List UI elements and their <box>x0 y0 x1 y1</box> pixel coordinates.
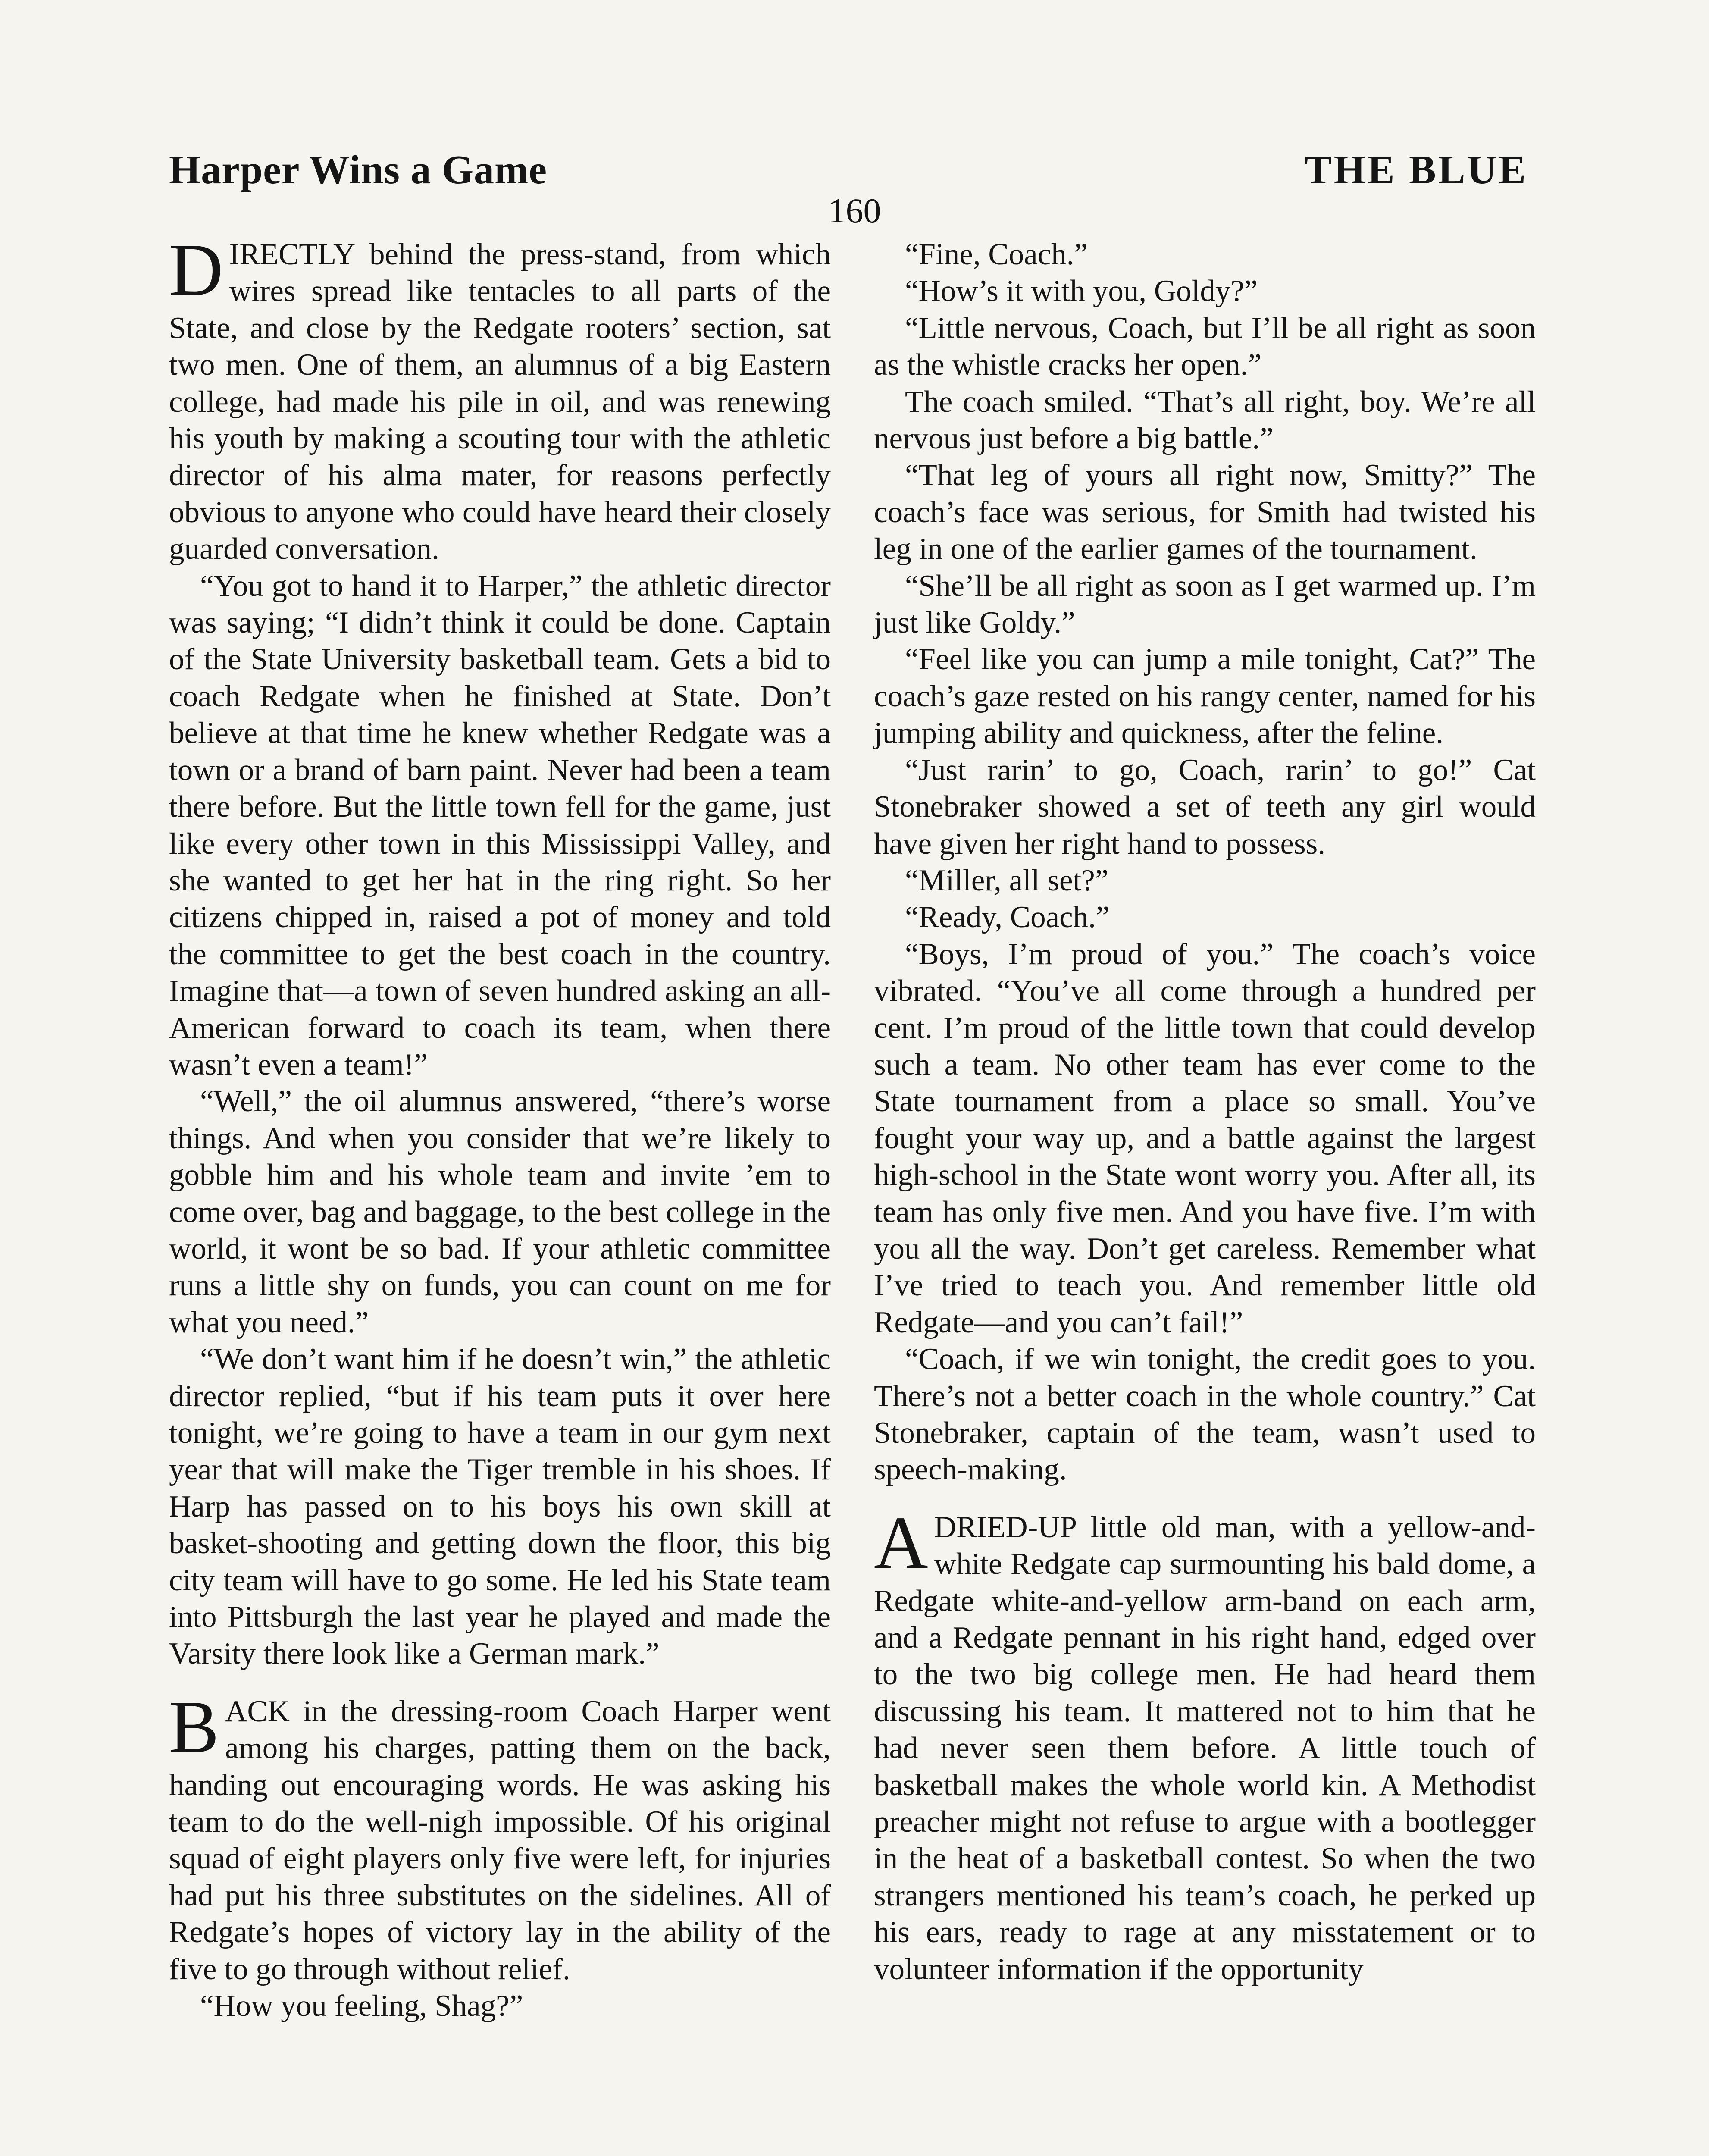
paragraph <box>169 1988 831 2024</box>
paragraph <box>169 1685 831 1988</box>
paragraph-text: “Coach, if we win tonight, the credit goes to you. There’s not a better coach in the whole country.” Cat Stonebraker, captain of the team, wasn’t used to speech-making. <box>874 1342 1536 1487</box>
paragraph-text: “Well,” the oil alumnus answered, “there’s worse things. And when you consider that we’re likely to gobble him and his whole team and invite ’em to come over, bag and baggage, to the best college in the world, it wont be so bad. If your athletic committee runs a little shy on funds, you can count on me for what you need.” <box>169 1084 831 1339</box>
paragraph <box>874 862 1536 899</box>
paragraph <box>874 457 1536 567</box>
paragraph <box>169 568 831 1084</box>
paragraph <box>169 1341 831 1673</box>
paragraph-text: The coach smiled. “That’s all right, boy. We’re all nervous just before a big battle.” <box>874 385 1536 456</box>
paragraph-text: ACK in the dressing-room Coach Harper went among his charges, patting them on the back, handing out encouraging words. He was asking his team to do the well-nigh impossible. Of his original squad of eight players only five were left, for injuries had put his three substitutes on the sidelines. All of Redgate’s hopes of victory lay in the ability of the five to go through without relief. <box>169 1694 831 1986</box>
paragraph-text: “We don’t want him if he doesn’t win,” the athletic director replied, “but if his team puts it over here tonight, we’re going to have a team in our gym next year that will make the Tiger tremble in his shoes. If Harp has passed on to his boys his own skill at basket-shooting and getting down the floor, this big city team will have to go some. He led his State team into Pittsburgh the last year he played and made the Varsity there look like a German mark.” <box>169 1342 831 1671</box>
drop-cap: A <box>874 1501 928 1584</box>
paragraph <box>874 1501 1536 1988</box>
paragraph <box>169 228 831 568</box>
magazine-name: THE BLUE <box>1305 147 1528 192</box>
left-text-column <box>169 228 831 2025</box>
paragraph <box>874 273 1536 310</box>
paragraph <box>874 384 1536 458</box>
drop-cap: B <box>169 1685 219 1768</box>
paragraph-text: IRECTLY behind the press-stand, from which wires spread like tentacles to all parts of the State, and close by the Redgate rooters’ section, sat two men. One of them, an alumnus of a big Eastern college, had made his pile in oil, and was renewing his youth by making a scouting tour with the athletic director of his alma mater, for reasons perfectly obvious to anyone who could have heard their closely guarded conversation. <box>169 238 831 566</box>
paragraph <box>874 899 1536 936</box>
paragraph <box>874 568 1536 642</box>
paragraph <box>874 641 1536 752</box>
paragraph <box>874 236 1536 273</box>
story-title: Harper Wins a Game <box>169 147 548 192</box>
paragraph-text: “Boys, I’m proud of you.” The coach’s voice vibrated. “You’ve all come through a hundred per cent. I’m proud of the little town that could develop such a team. No other team has ever come to the State tournament from a place so small. You’ve fought your way up, and a battle against the largest high-school in the State wont worry you. After all, its team has only five men. And you have five. I’m with you all the way. Don’t get careless. Remember what I’ve tried to teach you. And remember little old Redgate—and you can’t fail!” <box>874 937 1536 1339</box>
paragraph-text: “Feel like you can jump a mile tonight, Cat?” The coach’s gaze rested on his rangy center, named for his jumping ability and quickness, after the feline. <box>874 642 1536 750</box>
paragraph-text: “Miller, all set?” <box>905 863 1109 897</box>
paragraph-text: “She’ll be all right as soon as I get warmed up. I’m just like Goldy.” <box>874 569 1536 640</box>
right-text-column <box>874 236 1536 1988</box>
drop-cap: D <box>169 228 223 311</box>
paragraph-text: “Fine, Coach.” <box>905 238 1088 271</box>
paragraph <box>169 1083 831 1341</box>
paragraph-text: “Just rarin’ to go, Coach, rarin’ to go!” Cat Stonebraker showed a set of teeth any girl would have given her right hand to possess. <box>874 753 1536 861</box>
paragraph-text: “You got to hand it to Harper,” the athletic director was saying; “I didn’t think it could be done. Captain of the State University basketball team. Gets a bid to coach Redgate when he finished at State. Don’t believe at that time he knew whether Redgate was a town or a brand of barn paint. Never had been a team there before. But the little town fell for the game, just like every other town in this Mississippi Valley, and she wanted to get her hat in the ring right. So her citizens chipped in, raised a pot of money and told the committee to get the best coach in the country. Imagine that—a town of seven hundred asking an all-American forward to coach its team, when there wasn’t even a team!” <box>169 569 831 1081</box>
paragraph-text: “Ready, Coach.” <box>905 900 1110 934</box>
paragraph <box>874 936 1536 1341</box>
paragraph <box>874 1341 1536 1489</box>
page-number: 160 <box>828 191 881 230</box>
paragraph <box>874 752 1536 862</box>
paragraph <box>874 310 1536 384</box>
paragraph-text: “That leg of yours all right now, Smitty?” The coach’s face was serious, for Smith had twisted his leg in one of the earlier games of the tournament. <box>874 458 1536 566</box>
paragraph-text: “How’s it with you, Goldy?” <box>905 274 1258 308</box>
paragraph-text: “How you feeling, Shag?” <box>200 1989 523 2023</box>
paragraph-text: DRIED-UP little old man, with a yellow-and-white Redgate cap surmounting his bald dome, a Redgate white-and-yellow arm-band on each arm, and a Redgate pennant in his right hand, edged over to the two big college men. He had heard them discussing his team. It mattered not to him that he had never seen them before. A little touch of basketball makes the whole world kin. A Methodist preacher might not refuse to argue with a bootlegger in the heat of a basketball contest. So when the two strangers mentioned his team’s coach, he perked up his ears, ready to rage at any misstatement or to volunteer information if the opportunity <box>874 1510 1536 1986</box>
paragraph-text: “Little nervous, Coach, but I’ll be all right as soon as the whistle cracks her open.” <box>874 311 1536 382</box>
